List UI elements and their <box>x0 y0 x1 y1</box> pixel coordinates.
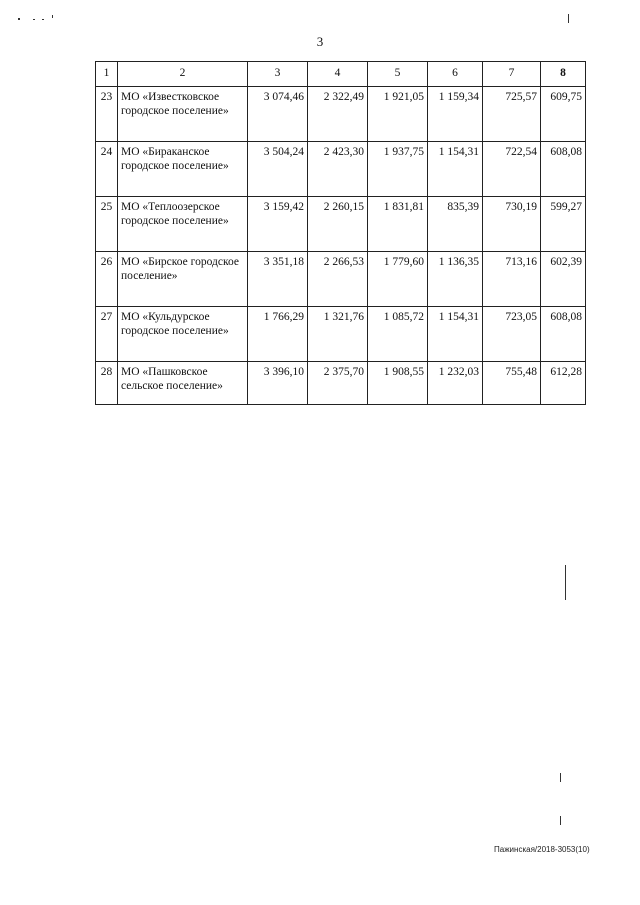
value-cell: 1 136,35 <box>428 252 483 307</box>
value-cell: 3 504,24 <box>248 142 308 197</box>
scan-mark <box>42 19 44 20</box>
value-cell: 2 322,49 <box>308 87 368 142</box>
value-cell: 1 085,72 <box>368 307 428 362</box>
municipality-name: МО «Пашковское сельское поселение» <box>118 362 248 405</box>
value-cell: 608,08 <box>541 307 586 362</box>
value-cell: 3 351,18 <box>248 252 308 307</box>
municipality-name: МО «Бирское городское поселение» <box>118 252 248 307</box>
column-header: 2 <box>118 62 248 87</box>
value-cell: 713,16 <box>483 252 541 307</box>
value-cell: 1 766,29 <box>248 307 308 362</box>
row-number: 28 <box>96 362 118 405</box>
row-number: 26 <box>96 252 118 307</box>
value-cell: 1 908,55 <box>368 362 428 405</box>
value-cell: 730,19 <box>483 197 541 252</box>
scan-mark <box>568 14 569 23</box>
value-cell: 725,57 <box>483 87 541 142</box>
column-header: 7 <box>483 62 541 87</box>
value-cell: 1 154,31 <box>428 307 483 362</box>
table-header-row <box>96 62 586 87</box>
document-code: Пажинская/2018-3053(10) <box>494 845 590 854</box>
value-cell: 2 260,15 <box>308 197 368 252</box>
value-cell: 612,28 <box>541 362 586 405</box>
value-cell: 3 159,42 <box>248 197 308 252</box>
value-cell: 602,39 <box>541 252 586 307</box>
column-header: 1 <box>96 62 118 87</box>
table-row <box>96 252 586 307</box>
value-cell: 1 921,05 <box>368 87 428 142</box>
table-row <box>96 307 586 362</box>
scan-mark <box>33 19 35 20</box>
table-row <box>96 87 586 142</box>
value-cell: 2 423,30 <box>308 142 368 197</box>
row-number: 27 <box>96 307 118 362</box>
value-cell: 2 266,53 <box>308 252 368 307</box>
column-header: 3 <box>248 62 308 87</box>
value-cell: 1 321,76 <box>308 307 368 362</box>
table-row <box>96 142 586 197</box>
row-number: 25 <box>96 197 118 252</box>
scan-mark <box>560 816 561 825</box>
column-header: 5 <box>368 62 428 87</box>
value-cell: 1 154,31 <box>428 142 483 197</box>
value-cell: 1 937,75 <box>368 142 428 197</box>
municipality-name: МО «Кульдурское городское поселение» <box>118 307 248 362</box>
value-cell: 1 779,60 <box>368 252 428 307</box>
table-row <box>96 362 586 405</box>
scan-mark <box>18 18 20 20</box>
municipality-name: МО «Бираканское городское поселение» <box>118 142 248 197</box>
value-cell: 1 159,34 <box>428 87 483 142</box>
data-table <box>95 61 586 405</box>
value-cell: 835,39 <box>428 197 483 252</box>
municipality-name: МО «Известковское городское поселение» <box>118 87 248 142</box>
scan-mark <box>565 565 566 600</box>
municipality-name: МО «Теплоозерское городское поселение» <box>118 197 248 252</box>
value-cell: 609,75 <box>541 87 586 142</box>
value-cell: 3 396,10 <box>248 362 308 405</box>
row-number: 23 <box>96 87 118 142</box>
value-cell: 1 232,03 <box>428 362 483 405</box>
value-cell: 2 375,70 <box>308 362 368 405</box>
column-header: 8 <box>541 62 586 87</box>
scan-mark <box>52 15 53 18</box>
column-header: 4 <box>308 62 368 87</box>
value-cell: 608,08 <box>541 142 586 197</box>
value-cell: 755,48 <box>483 362 541 405</box>
page-number: 3 <box>316 34 324 49</box>
value-cell: 3 074,46 <box>248 87 308 142</box>
value-cell: 722,54 <box>483 142 541 197</box>
value-cell: 723,05 <box>483 307 541 362</box>
row-number: 24 <box>96 142 118 197</box>
table-row <box>96 197 586 252</box>
value-cell: 1 831,81 <box>368 197 428 252</box>
scan-mark <box>560 773 561 782</box>
value-cell: 599,27 <box>541 197 586 252</box>
column-header: 6 <box>428 62 483 87</box>
